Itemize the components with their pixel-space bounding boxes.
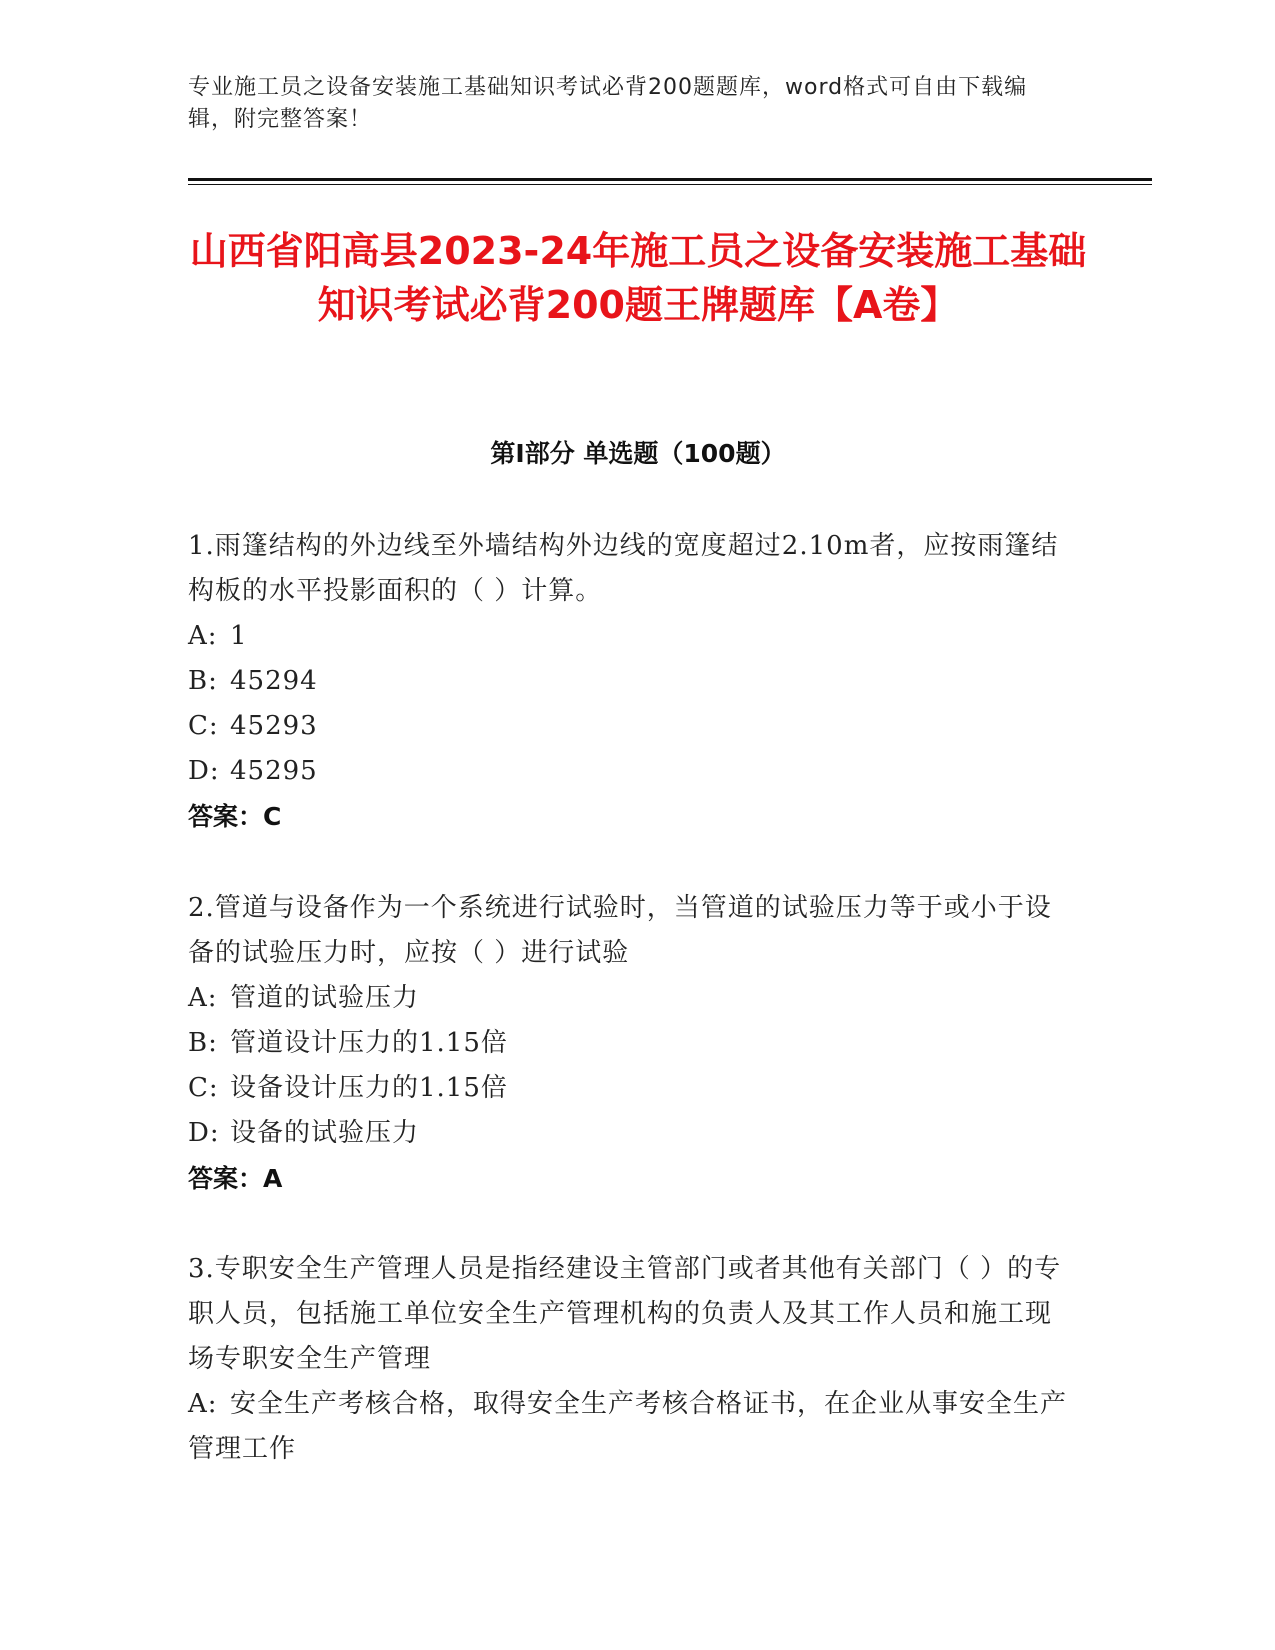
option-letter: B: bbox=[188, 666, 218, 696]
option-letter: A: bbox=[188, 983, 218, 1013]
option-text: 安全生产考核合格，取得安全生产考核合格证书，在企业从事安全生产管理工作 bbox=[188, 1389, 1068, 1464]
option-letter: C: bbox=[188, 1073, 219, 1103]
section-title: 第I部分 单选题（100题） bbox=[490, 439, 786, 468]
option-text: 1 bbox=[230, 621, 248, 651]
option-a bbox=[188, 1382, 1068, 1472]
question-3 bbox=[188, 1247, 1068, 1472]
option-letter: A: bbox=[188, 1389, 218, 1419]
header-note: 专业施工员之设备安装施工基础知识考试必背200题题库，word格式可自由下载编辑，附完整答案！ bbox=[188, 75, 1028, 132]
answer-line: 答案：A bbox=[188, 1164, 283, 1193]
option-letter: D: bbox=[188, 756, 220, 786]
option-text: 管道的试验压力 bbox=[230, 983, 420, 1013]
option-text: 设备设计压力的1.15倍 bbox=[230, 1073, 508, 1103]
option-text: 管道设计压力的1.15倍 bbox=[230, 1028, 508, 1058]
question-stem: 1.雨篷结构的外边线至外墙结构外边线的宽度超过2.10m者，应按雨篷结构板的水平投影面积的（ ）计算。 bbox=[188, 531, 1059, 606]
header-rule-thick bbox=[188, 178, 1152, 181]
option-c bbox=[188, 704, 1068, 749]
answer-line: 答案：C bbox=[188, 802, 282, 831]
option-letter: B: bbox=[188, 1028, 218, 1058]
option-letter: C: bbox=[188, 711, 219, 741]
option-text: 45295 bbox=[230, 756, 318, 786]
option-d bbox=[188, 1111, 1068, 1156]
question-stem: 2.管道与设备作为一个系统进行试验时，当管道的试验压力等于或小于设备的试验压力时，应按（ ）进行试验 bbox=[188, 893, 1052, 968]
question-1 bbox=[188, 524, 1068, 839]
option-letter: A: bbox=[188, 621, 218, 651]
option-c bbox=[188, 1066, 1068, 1111]
question-2 bbox=[188, 886, 1068, 1201]
option-a bbox=[188, 976, 1068, 1021]
option-letter: D: bbox=[188, 1118, 220, 1148]
option-d bbox=[188, 749, 1068, 794]
option-text: 45294 bbox=[230, 666, 318, 696]
option-text: 设备的试验压力 bbox=[230, 1118, 420, 1148]
option-b bbox=[188, 1021, 1068, 1066]
option-a bbox=[188, 614, 1068, 659]
header-rule-thin bbox=[188, 184, 1152, 185]
option-b bbox=[188, 659, 1068, 704]
option-text: 45293 bbox=[230, 711, 318, 741]
question-stem: 3.专职安全生产管理人员是指经建设主管部门或者其他有关部门（ ）的专职人员，包括施工单位安全生产管理机构的负责人及其工作人员和施工现场专职安全生产管理 bbox=[188, 1254, 1062, 1374]
document-title: 山西省阳高县2023-24年施工员之设备安装施工基础知识考试必背200题王牌题库【A卷】 bbox=[189, 229, 1087, 327]
